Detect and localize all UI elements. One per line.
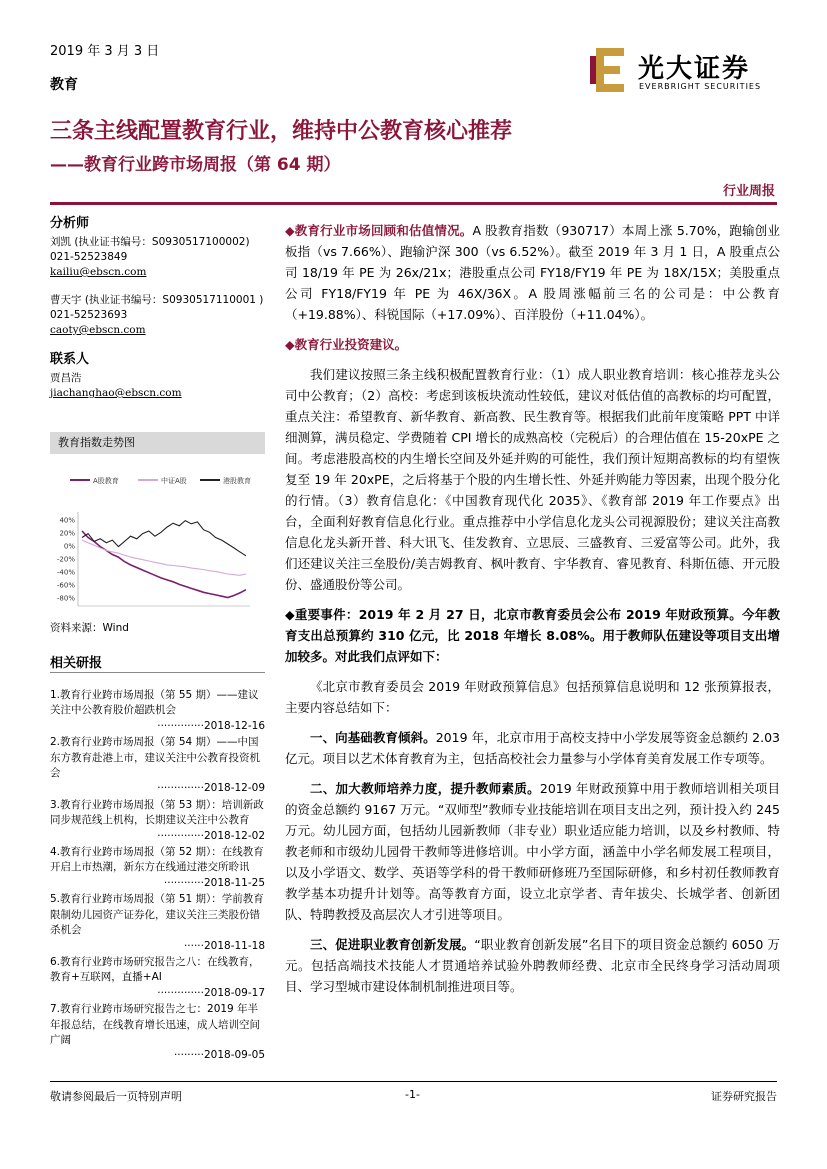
related-divider (50, 672, 265, 673)
analyst-2-phone: 021-52523693 (50, 309, 128, 321)
header-divider (50, 202, 777, 205)
related-item[interactable]: 5.教育行业跨市场周报（第 51 期）：学前教育限制幼儿园资产证券化，建议关注三类股份错杀机会 ······2018-11-18 (50, 893, 265, 952)
section-1-paragraph (285, 727, 780, 769)
related-list (50, 688, 265, 1065)
related-item[interactable]: 3.教育行业跨市场周报（第 53 期）：培训新政同步规范线上机构，长期建议关注中公教育 ··············2018-12-02 (50, 798, 265, 842)
related-item[interactable]: 7.教育行业跨市场研究报告之七：2019 年半年报总结，在线教育增长迅速，成人培训空间广阔 ·········2018-09-05 (50, 1003, 265, 1062)
y-tick-label: -20% (56, 555, 75, 564)
analyst-1-phone: 021-52523849 (50, 251, 128, 263)
y-tick-label: -60% (56, 581, 75, 590)
report-subtitle: ——教育行业跨市场周报（第 64 期） (50, 155, 341, 175)
page-number: -1- (405, 1088, 420, 1101)
main-body (285, 220, 780, 1006)
key-event-paragraph: ◆重要事件：2019 年 2 月 27 日，北京市教育委员会公布 2019 年财政预算。今年教育支出总预算约 310 亿元，比 2018 年增长 8.08%。用于教师队伍建设等项目支出增加较多。对此我们点评如下： (285, 607, 780, 664)
analyst-sidebar (50, 212, 265, 401)
series-line-1 (82, 540, 246, 575)
investment-advice-heading: ◆教育行业投资建议。 (285, 337, 408, 352)
chart-title: 教育指数走势图 (50, 432, 265, 454)
section-2-body: 2019 年财政预算中用于教师培训相关项目的资金总额约 9167 万元。“双师型”教师专业技能培训在项目支出之列，预计投入约 245 万元。幼儿园方面，包括幼儿园新教师（非专业）职业适应能力培训，以及乡村教师、特教老师和市级幼儿园骨干教师等进修培训。中小学方面，涵盖中小学名师发展工程项目，以及小学语文、数学、英语等学科的骨干教师研修班乃至国际研修，和乡村初任教师教育教学基本功提升计划等。高等教育方面，设立北京学者、青年拔尖、长城学者、创新团队、特聘教授及高层次人才引进等项目。 (285, 781, 780, 922)
y-tick-label: 0% (63, 542, 75, 551)
market-review-body: A 股教育指数（930717）本周上涨 5.70%，跑输创业板指（vs 7.66%）、跑输沪深 300（vs 6.52%）。截至 2019 年 3 月 1 日，A 股重点公司 18/19 年 PE 为 26x/21x；港股重点公司 FY18/FY19 年 PE 为 18X/15X；美股重点公司 FY18/FY19 年 PE 为 46X/36X。A 股周涨幅前三名的公司是：中公教育（+19.88%）、科锐国际（+17.09%）、百洋股份（+11.04%）。 (285, 223, 780, 322)
analyst-2-email[interactable]: caoty@ebscn.com (50, 324, 146, 336)
contact-name: 贾昌浩 (50, 372, 82, 384)
section-1-heading: 一、向基础教育倾斜。 (310, 730, 436, 745)
report-title: 三条主线配置教育行业，维持中公教育核心推荐 (50, 119, 513, 144)
logo-text-en: EVERBRIGHT SECURITIES (639, 82, 762, 91)
section-1-body: 2019 年，北京市用于高校支持中小学发展等资金总额约 2.03 亿元。项目以艺术体育教育为主，包括高校社会力量参与小学体育美育发展工作专项等。 (285, 730, 780, 766)
section-3-body: “职业教育创新发展”名目下的项目资金总额约 6050 万元。包括高端技术技能人才贯通培养试验外聘教师经费、北京市全民终身学习活动周项目、学习型城市建设体制机制推进项目等。 (285, 937, 780, 994)
brand-logo (590, 46, 770, 96)
analyst-heading: 分析师 (50, 216, 90, 231)
legend-label-0: A股教育 (93, 477, 119, 485)
market-review-paragraph (285, 220, 780, 325)
section-3-heading: 三、促进职业教育创新发展。 (310, 937, 475, 952)
logo-text-cn: 光大证券 (638, 54, 751, 84)
y-tick-label: -40% (56, 568, 75, 577)
analyst-1-email[interactable]: kailiu@ebscn.com (50, 266, 147, 278)
budget-intro-paragraph: 《北京市教育委员会 2019 年财政预算信息》包括预算信息说明和 12 张预算报表，主要内容总结如下： (285, 679, 780, 715)
y-tick-label: 40% (59, 516, 75, 525)
footer-report-label: 证券研究报告 (711, 1090, 777, 1103)
related-item[interactable]: 6.教育行业跨市场研究报告之八：在线教育，教育+互联网，直播+AI ··············2018-09-17 (50, 955, 265, 999)
y-tick-label: -80% (56, 594, 75, 603)
index-chart (50, 432, 265, 622)
contact-heading: 联系人 (50, 352, 90, 367)
section-3-paragraph (285, 934, 780, 997)
contact-email[interactable]: jiachanghao@ebscn.com (50, 387, 182, 399)
report-type: 行业周报 (722, 184, 775, 199)
legend-label-1: 中证A股 (161, 477, 187, 485)
section-2-paragraph (285, 778, 780, 925)
market-review-lead: ◆教育行业市场回顾和估值情况。 (285, 223, 473, 238)
y-tick-label: 20% (59, 529, 75, 538)
related-item[interactable]: 4.教育行业跨市场周报（第 52 期）：在线教育开启上市热潮，新东方在线通过港交所聆讯 ············2018-11-25 (50, 846, 265, 889)
analyst-1-name: 刘凯 (执业证书编号：S0930517100002) (50, 236, 250, 248)
footer-disclaimer: 敬请参阅最后一页特别声明 (50, 1090, 182, 1103)
analyst-2-name: 曹天宇 (执业证书编号：S0930517110001 ) (50, 294, 264, 306)
legend-label-2: 港股教育 (223, 477, 251, 485)
report-date: 2019 年 3 月 3 日 (50, 44, 160, 59)
section-2-heading: 二、加大教师培养力度，提升教师素质。 (310, 781, 540, 796)
related-heading: 相关研报 (50, 656, 103, 671)
footer-divider (50, 1081, 777, 1082)
chart-source: 资料来源：Wind (50, 622, 129, 634)
related-item[interactable]: 1.教育行业跨市场周报（第 55 期）——建议关注中公教育股价超跌机会 ··············2018-12-16 (50, 689, 265, 732)
related-item[interactable]: 2.教育行业跨市场周报（第 54 期）——中国东方教育赴港上市，建议关注中公教育投资机会 ··············2018-12-09 (50, 736, 265, 795)
investment-advice-paragraph: 我们建议按照三条主线积极配置教育行业：（1）成人职业教育培训：核心推荐龙头公司中公教育；（2）高校：考虑到该板块流动性较低，建议对低估值的高教标的均可配置，重点关注：希望教育、新华教育、新高教、民生教育等。根据我们此前年度策略 PPT 中详细测算，满员稳定、学费随着 CPI 增长的成熟高校（完税后）的合理估值在 15-20xPE 之间。考虑港股高校的内生增长空间及外延并购的可能性，我们预计短期高教标的均有望恢复至 19 年 20xPE，之后将基于个股的内生增长性、外延并购能力等因素，出现个股分化的行情。（3）教育信息化：《中国教育现代化 2035》、《教育部 2019 年工作要点》出台，全面利好教育信息化行业。重点推荐中小学信息化龙头公司视源股份；建议关注高教信息化龙头新开普、科大讯飞、佳发教育、立思辰、三盛教育、三爱富等公司。此外，我们还建议关注三垒股份/美吉姆教育、枫叶教育、宇华教育、睿见教育、科斯伍德、开元股份、盛通股份等公司。 (285, 367, 781, 592)
index-chart-plot (50, 454, 265, 622)
sector-label: 教育 (50, 77, 78, 93)
logo-mark-icon (590, 46, 630, 94)
